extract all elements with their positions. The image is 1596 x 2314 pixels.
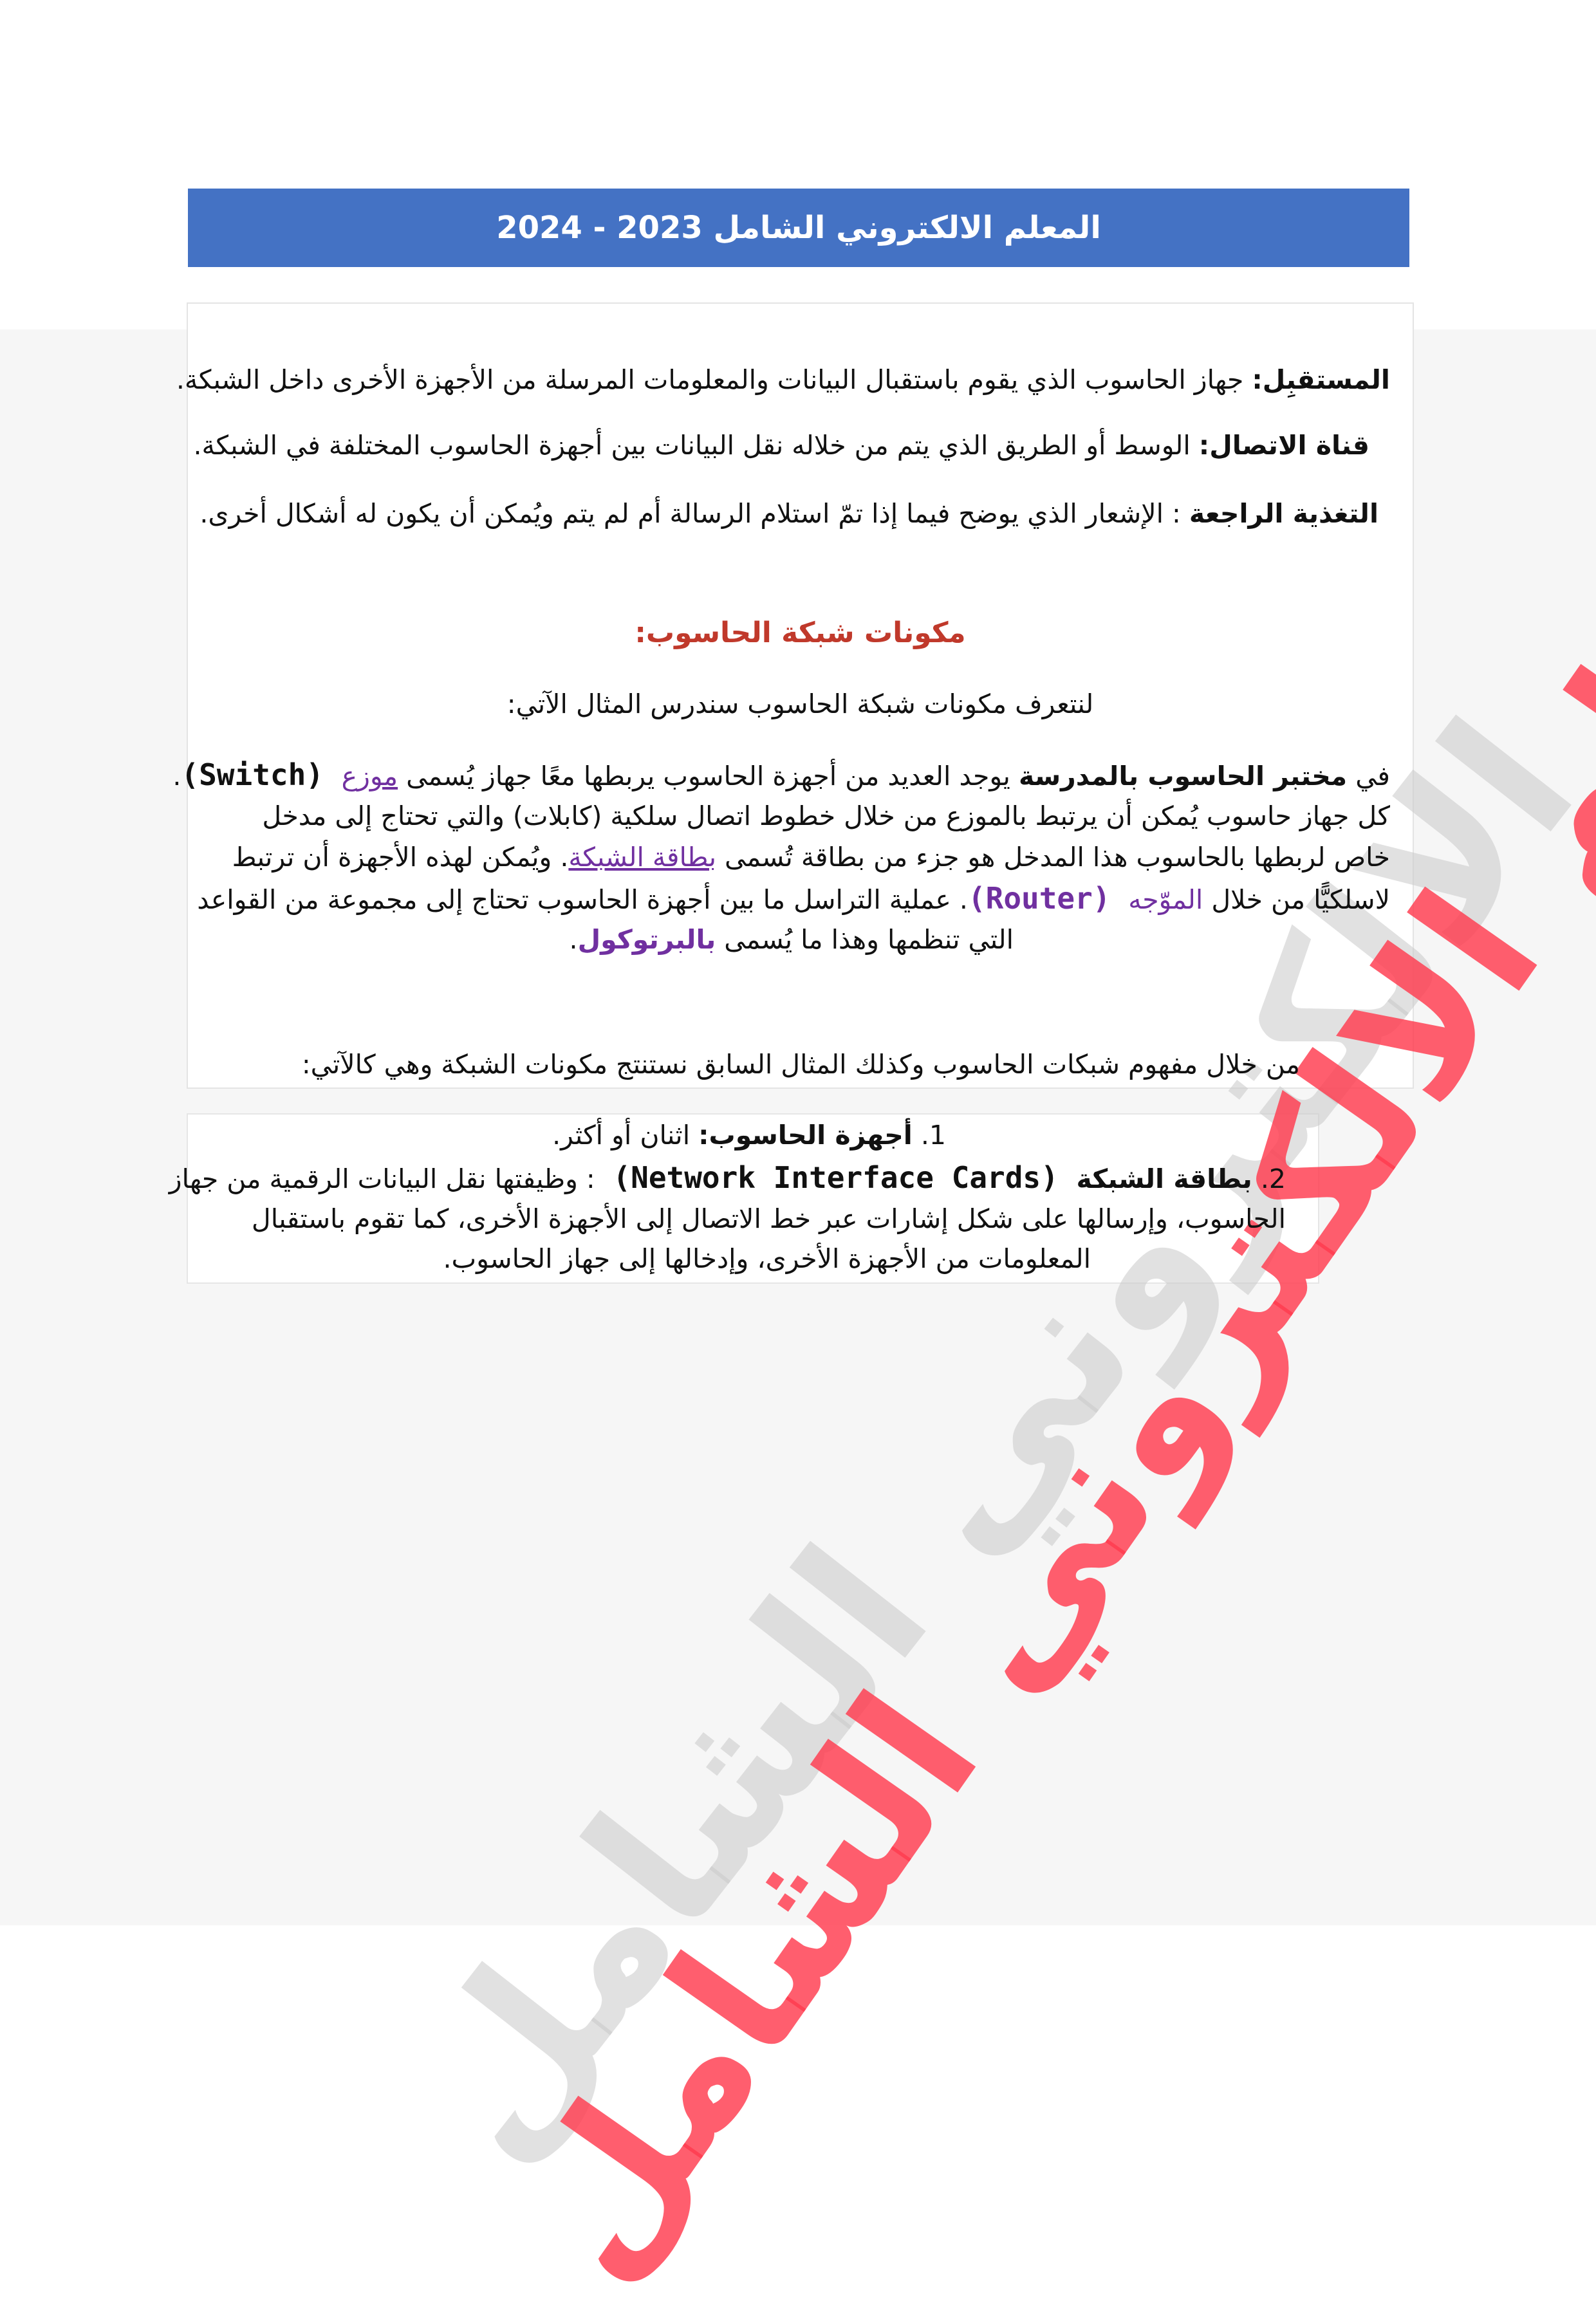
watermark-gray: الالكتروني الشامل	[364, 681, 1596, 2198]
nic-english: (Network Interface Cards)	[595, 1160, 1077, 1195]
lab-label: مختبر الحاسوب بالمدرسة	[1018, 761, 1348, 791]
definition-feedback	[200, 494, 1378, 533]
example-line-5: التي تنظمها وهذا ما يُسمى بالبرتوكول.	[569, 924, 1014, 955]
definition-receiver	[176, 360, 1390, 399]
conclusion-line: من خلال مفهوم شبكات الحاسوب وكذلك المثال السابق نستنتج مكونات الشبكة وهي كالآتي:	[301, 1049, 1300, 1080]
protocol-term: بالبرتوكول	[577, 924, 716, 955]
definition-term: قناة الاتصال:	[1198, 430, 1369, 461]
definition-text: جهاز الحاسوب الذي يقوم باستقبال البيانات والمعلومات المرسلة من الأجهزة الأخرى داخل الشبكة.	[176, 364, 1252, 395]
header-title: المعلم الالكتروني الشامل 2023 - 2024	[496, 210, 1101, 246]
switch-term: موزع	[341, 761, 398, 791]
list-item-1: 1. أجهزة الحاسوب: اثنان أو أكثر.	[552, 1120, 946, 1151]
router-english: (Router)	[967, 881, 1129, 916]
section-intro: لنتعرف مكونات شبكة الحاسوب سندرس المثال الآتي:	[506, 689, 1094, 719]
definition-text: الوسط أو الطريق الذي يتم من خلاله نقل البيانات بين أجهزة الحاسوب المختلفة في الشبكة.	[193, 430, 1199, 461]
list-term: أجهزة الحاسوب:	[698, 1120, 913, 1151]
page-header	[188, 189, 1409, 267]
definition-term: المستقبِل:	[1252, 364, 1390, 395]
section-heading: مكونات شبكة الحاسوب:	[635, 616, 966, 649]
definition-channel	[194, 426, 1370, 465]
list-item-2-line-2: الحاسوب، وإرسالها على شكل إشارات عبر خط الاتصال إلى الأجهزة الأخرى، كما تقوم باستقبال	[251, 1203, 1286, 1234]
nic-term: بطاقة الشبكة	[568, 842, 716, 873]
list-term: بطاقة الشبكة	[1076, 1163, 1252, 1194]
definition-text: : الإشعار الذي يوضح فيما إذا تمّ استلام الرسالة أم لم يتم ويُمكن أن يكون له أشكال أخرى.	[200, 498, 1189, 529]
example-line-1: في مختبر الحاسوب بالمدرسة يوجد العديد من أجهزة الحاسوب يربطها معًا جهاز يُسمى موزع (Switch).	[172, 757, 1390, 792]
example-line-4: لاسلكيًّا من خلال الموّجه (Router). عملية التراسل ما بين أجهزة الحاسوب تحتاج إلى مجموعة من القواعد	[197, 881, 1390, 916]
router-term: الموّجه	[1128, 884, 1203, 915]
list-item-2-line-3: المعلومات من الأجهزة الأخرى، وإدخالها إلى جهاز الحاسوب.	[443, 1243, 1091, 1274]
example-line-3: خاص لربطها بالحاسوب هذا المدخل هو جزء من بطاقة تُسمى بطاقة الشبكة. ويُمكن لهذه الأجهزة أن ترتبط	[232, 842, 1390, 873]
switch-english: (Switch)	[181, 757, 342, 792]
list-item-2: 2. بطاقة الشبكة (Network Interface Cards) : وظيفتها نقل البيانات الرقمية من جهاز	[169, 1160, 1286, 1195]
example-line-2: كل جهاز حاسوب يُمكن أن يرتبط بالموزع من خلال خطوط اتصال سلكية (كابلات) والتي تحتاج إلى مدخل	[262, 801, 1390, 831]
definition-term: التغذية الراجعة	[1189, 498, 1378, 529]
